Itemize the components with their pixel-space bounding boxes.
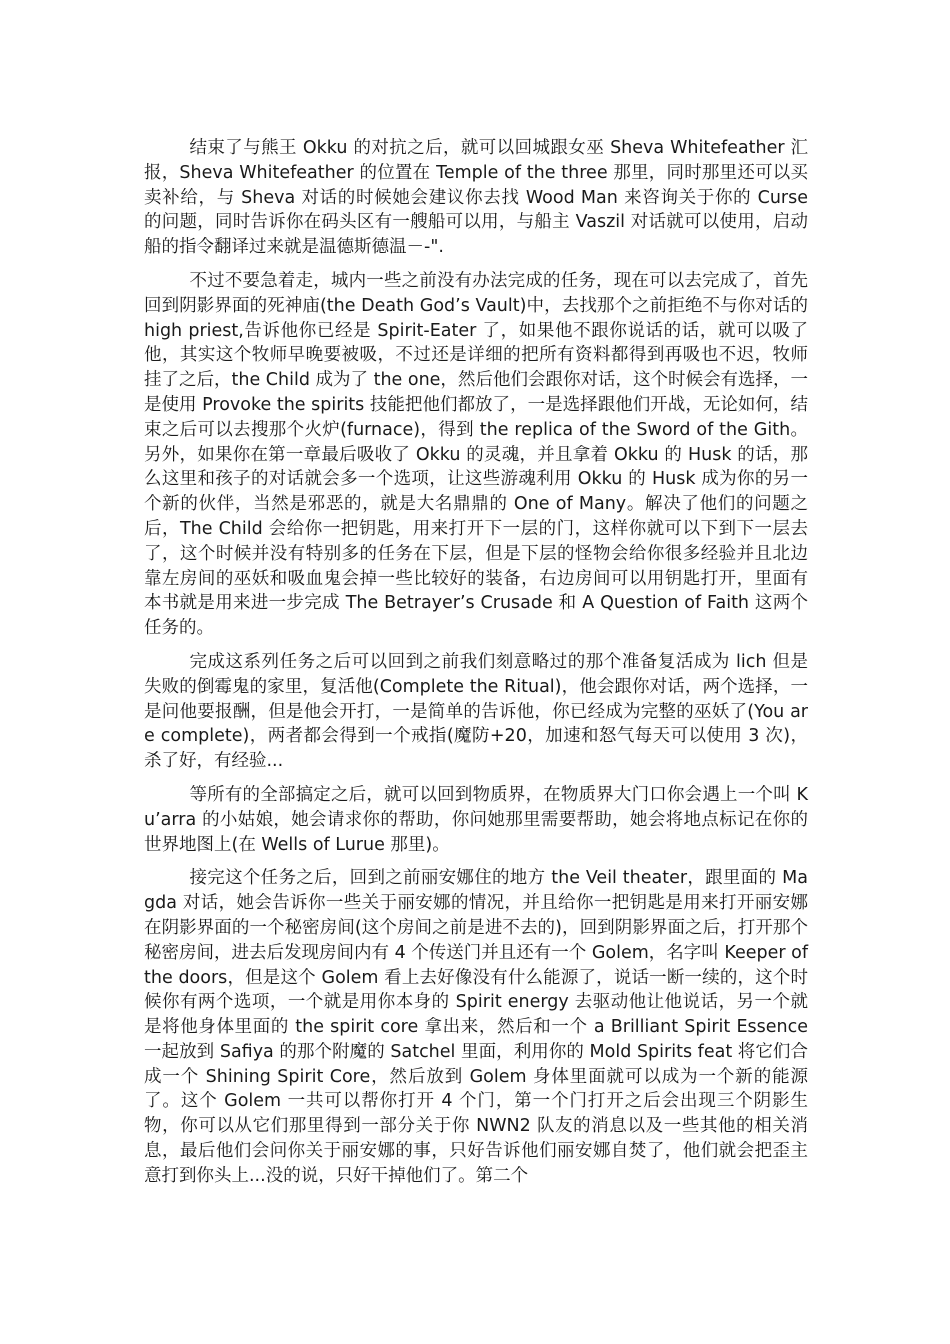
paragraph-okku-aftermath: 结束了与熊王 Okku 的对抗之后，就可以回城跟女巫 Sheva Whitefeather 汇报，Sheva Whitefeather 的位置在 Temple of the three 那里，同时那里还可以买卖补给，与 Sheva 对话的时候她会建议你去找 Wood Man 来咨询关于你的 Curse 的问题，同时告诉你在码头区有一艘船可以用，与船主 Vaszil 对话就可以使用，启动船的指令翻译过来就是温德斯德温－-". — [144, 138, 808, 258]
document-page — [144, 136, 808, 1189]
paragraph-death-god-vault: 不过不要急着走，城内一些之前没有办法完成的任务，现在可以去完成了，首先回到阴影界面的死神庙(the Death God’s Vault)中，去找那个之前拒绝不与你对话的 high priest,告诉他你已经是 Spirit-Eater 了，如果他不跟你说话的话，就可以吸了他，其实这个牧师早晚要被吸，不过还是详细的把所有资料都得到再吸也不迟，牧师挂了之后，the Child 成为了 the one，然后他们会跟你对话，这个时候会有选择，一是使用 Provoke the spirits 技能把他们都放了，一是选择跟他们开战，无论如何，结束之后可以去搜那个火炉(furnace)，得到 the replica of the Sword of the Gith。另外，如果你在第一章最后吸收了 Okku 的灵魂，并且拿着 Okku 的 Husk 的话，那么这里和孩子的对话就会多一个选项，让这些游魂利用 Okku 的 Husk 成为你的另一个新的伙伴，当然是邪恶的，就是大名鼎鼎的 One of Many。解决了他们的问题之后，The Child 会给你一把钥匙，用来打开下一层的门，这样你就可以下到下一层去了，这个时候并没有特别多的任务在下层，但是下层的怪物会给你很多经验并且北边靠左房间的巫妖和吸血鬼会掉一些比较好的装备，右边房间可以用钥匙打开，里面有本书就是用来进一步完成 The Betrayer’s Crusade 和 A Question of Faith 这两个任务的。 — [144, 270, 808, 639]
paragraph-kuarra-request: 等所有的全部搞定之后，就可以回到物质界，在物质界大门口你会遇上一个叫 Ku’arra 的小姑娘，她会请求你的帮助，你问她那里需要帮助，她会将地点标记在你的世界地图上(在 Wells of Lurue 那里)。 — [144, 784, 808, 855]
paragraph-lich-ritual: 完成这系列任务之后可以回到之前我们刻意略过的那个准备复活成为 lich 但是失败的倒霉鬼的家里，复活他(Complete the Ritual)，他会跟你对话，两个选择，一是问他要报酬，但是他会开打，一是简单的告诉他，你已经成为完整的巫妖了(You are complete)，两者都会得到一个戒指(魔防+20，加速和怒气每天可以使用 3 次)，杀了好，有经验... — [144, 651, 808, 772]
paragraph-veil-theater: 接完这个任务之后，回到之前丽安娜住的地方 the Veil theater，跟里面的 Magda 对话，她会告诉你一些关于丽安娜的情况，并且给你一把钥匙是用来打开丽安娜在阴影界面的一个秘密房间(这个房间之前是进不去的)，回到阴影界面之后，打开那个秘密房间，进去后发现房间内有 4 个传送门并且还有一个 Golem，名字叫 Keeper of the doors，但是这个 Golem 看上去好像没有什么能源了，说话一断一续的，这个时候你有两个选项，一个就是用你本身的 Spirit energy 去驱动他让他说话，另一个就是将他身体里面的 the spirit core 拿出来，然后和一个 a Brilliant Spirit Essence 一起放到 Safiya 的那个附魔的 Satchel 里面，利用你的 Mold Spirits feat 将它们合成一个 Shining Spirit Core，然后放到 Golem 身体里面就可以成为一个新的能源了。这个 Golem 一共可以帮你打开 4 个门，第一个门打开之后会出现三个阴影生物，你可以从它们那里得到一部分关于你 NWN2 队友的消息以及一些其他的相关消息，最后他们会问你关于丽安娜的事，只好告诉他们丽安娜自焚了，他们就会把歪主意打到你头上...没的说，只好干掉他们了。第二个 — [144, 868, 808, 1186]
